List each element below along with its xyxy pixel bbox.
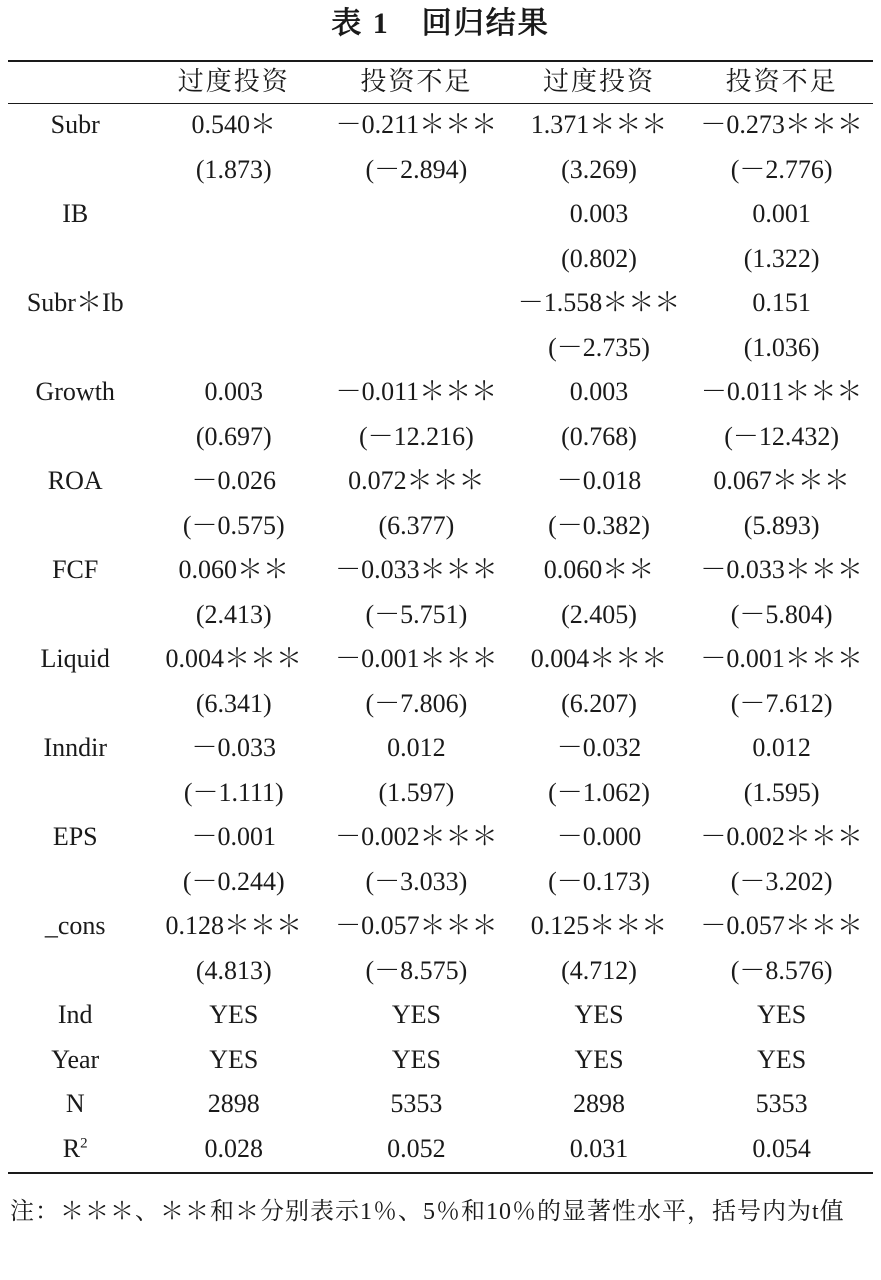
table-row — [8, 192, 873, 237]
coef-cell: 0.060＊＊ — [543, 555, 655, 584]
coef-cell: 0.060＊＊ — [178, 555, 290, 584]
tstat-cell: (－1.111) — [183, 777, 284, 807]
table-row — [8, 1082, 873, 1127]
coef-cell — [325, 281, 508, 326]
tstat-cell: (4.813) — [195, 955, 272, 985]
coef-cell: 0.012 — [752, 733, 811, 762]
coef-cell: －0.000 — [556, 822, 642, 851]
coef-cell: 0.003 — [569, 199, 629, 228]
header-cell: 过度投资 — [543, 67, 656, 96]
count-cell: 2898 — [207, 1089, 260, 1118]
header-cell: 投资不足 — [360, 67, 473, 96]
coef-cell — [142, 192, 325, 237]
row-label: Inndir — [43, 733, 107, 762]
table-title: 表 1 回归结果 — [331, 7, 550, 40]
tstat-cell: (－7.612) — [730, 688, 833, 718]
table-row — [8, 949, 873, 994]
coef-cell: 0.003 — [204, 377, 264, 406]
r-squared-superscript: 2 — [80, 1134, 88, 1151]
tstat-cell — [325, 326, 508, 371]
control-cell: YES — [209, 1044, 259, 1074]
coef-cell: －0.002＊＊＊ — [700, 822, 863, 851]
coef-cell: 0.001 — [752, 199, 811, 228]
coef-cell: －1.558＊＊＊ — [517, 288, 681, 317]
header-cell: 过度投资 — [177, 67, 290, 96]
coef-cell: －0.001＊＊＊ — [700, 644, 863, 673]
count-cell: 5353 — [755, 1089, 808, 1118]
tstat-cell: (－0.382) — [548, 510, 650, 540]
tstat-cell: (－2.894) — [365, 154, 468, 184]
tstat-cell: (0.768) — [561, 421, 637, 451]
table-row — [8, 860, 873, 905]
row-label: FCF — [52, 555, 99, 584]
header-cell: 投资不足 — [725, 67, 838, 96]
control-cell: YES — [391, 1044, 441, 1074]
control-cell: YES — [757, 1000, 807, 1029]
tstat-cell: (－8.575) — [365, 955, 468, 985]
table-row — [8, 103, 873, 148]
coef-cell: －0.011＊＊＊ — [700, 377, 863, 406]
row-label: _cons — [44, 911, 106, 940]
row-label: Subr＊Ib — [26, 288, 124, 317]
tstat-cell: (6.341) — [195, 688, 272, 718]
coef-cell: 0.128＊＊＊ — [165, 911, 303, 940]
tstat-cell — [142, 237, 325, 282]
tstat-cell: (2.405) — [561, 599, 637, 629]
row-label: ROA — [47, 466, 103, 495]
tstat-cell: (－5.751) — [365, 599, 468, 629]
table-note: 注：＊＊＊、＊＊和＊分别表示1％、5％和10％的显著性水平，括号内为t值 — [10, 1199, 845, 1225]
coef-cell: －0.032 — [556, 733, 642, 762]
tstat-cell: (1.322) — [743, 243, 820, 273]
tstat-cell: (－8.576) — [730, 955, 833, 985]
row-label: Subr — [50, 110, 100, 139]
control-cell: YES — [574, 1000, 624, 1029]
coef-cell: －0.057＊＊＊ — [700, 911, 863, 940]
tstat-cell: (－5.804) — [730, 599, 833, 629]
control-cell: YES — [209, 1000, 259, 1029]
coef-cell: 0.125＊＊＊ — [530, 911, 668, 940]
table-row — [8, 904, 873, 949]
table-row — [8, 237, 873, 282]
coef-cell: 0.540＊ — [191, 110, 277, 139]
table-row — [8, 1038, 873, 1083]
coef-cell: －0.033 — [191, 733, 277, 762]
tstat-cell: (1.595) — [743, 777, 820, 807]
coef-cell: 0.072＊＊＊ — [348, 466, 485, 495]
tstat-cell: (3.269) — [561, 154, 637, 184]
tstat-cell: (6.207) — [561, 688, 637, 718]
bottom-rule — [8, 1172, 873, 1174]
tstat-cell: (6.377) — [378, 510, 455, 540]
tstat-cell — [325, 237, 508, 282]
table-row — [8, 148, 873, 193]
coef-cell: 0.151 — [752, 288, 811, 317]
tstat-cell: (－0.173) — [548, 866, 650, 896]
row-label: Ind — [57, 1000, 93, 1029]
coef-cell: －0.211＊＊＊ — [335, 110, 498, 139]
tstat-cell: (1.036) — [743, 332, 820, 362]
tstat-cell: (－2.735) — [548, 332, 650, 362]
tstat-cell: (－2.776) — [730, 154, 833, 184]
tstat-cell: (1.597) — [378, 777, 455, 807]
table-row — [8, 726, 873, 771]
row-label: Liquid — [40, 644, 110, 673]
coef-cell: －0.018 — [556, 466, 642, 495]
row-label: N — [65, 1089, 85, 1118]
row-label — [8, 1127, 142, 1172]
coef-cell: －0.026 — [191, 466, 277, 495]
table-row — [8, 682, 873, 727]
tstat-cell: (－1.062) — [548, 777, 650, 807]
table-row — [8, 281, 873, 326]
coef-cell: 0.003 — [569, 377, 629, 406]
r-squared-label: R — [62, 1133, 81, 1163]
coef-cell — [142, 281, 325, 326]
coef-cell — [325, 192, 508, 237]
coef-cell: 0.012 — [387, 733, 446, 762]
coef-cell: 0.004＊＊＊ — [165, 644, 303, 673]
coef-cell: 0.004＊＊＊ — [530, 644, 668, 673]
table-row — [8, 815, 873, 860]
table-row — [8, 993, 873, 1038]
table-row — [8, 637, 873, 682]
row-label: IB — [62, 199, 89, 228]
tstat-cell — [142, 326, 325, 371]
control-cell: YES — [574, 1044, 624, 1074]
row-label: Year — [51, 1044, 100, 1074]
coef-cell: 0.067＊＊＊ — [713, 466, 850, 495]
table-row — [8, 548, 873, 593]
coef-cell: －0.001 — [191, 822, 277, 851]
rsq-cell: 0.054 — [752, 1133, 811, 1163]
tstat-cell: (5.893) — [743, 510, 820, 540]
header-row — [8, 61, 873, 103]
count-cell: 2898 — [573, 1089, 626, 1118]
coef-cell: －0.033＊＊＊ — [335, 555, 498, 584]
tstat-cell: (0.697) — [195, 421, 272, 451]
coef-cell: －0.001＊＊＊ — [335, 644, 498, 673]
header-cell — [8, 61, 142, 103]
rsq-cell: 0.052 — [387, 1133, 446, 1163]
coef-cell: －0.057＊＊＊ — [335, 911, 498, 940]
tstat-cell: (－3.033) — [365, 866, 468, 896]
regression-table — [8, 61, 873, 1171]
table-row — [8, 593, 873, 638]
tstat-cell: (1.873) — [195, 154, 272, 184]
control-cell: YES — [757, 1044, 807, 1074]
tstat-cell: (2.413) — [195, 599, 272, 629]
tstat-cell: (4.712) — [561, 955, 637, 985]
coef-cell: －0.033＊＊＊ — [700, 555, 863, 584]
table-row — [8, 415, 873, 460]
count-cell: 5353 — [390, 1089, 443, 1118]
table-row — [8, 504, 873, 549]
rsq-cell: 0.031 — [569, 1133, 629, 1163]
tstat-cell: (－12.432) — [724, 421, 840, 451]
row-label: EPS — [52, 822, 98, 851]
rsq-cell: 0.028 — [204, 1133, 264, 1163]
coef-cell: －0.002＊＊＊ — [335, 822, 498, 851]
row-label: Growth — [35, 377, 115, 406]
table-row — [8, 370, 873, 415]
coef-cell: －0.273＊＊＊ — [700, 110, 863, 139]
tstat-cell: (0.802) — [561, 243, 637, 273]
control-cell: YES — [391, 1000, 441, 1029]
coef-cell: 1.371＊＊＊ — [530, 110, 668, 139]
coef-cell: －0.011＊＊＊ — [335, 377, 498, 406]
tstat-cell: (－12.216) — [358, 421, 474, 451]
table-row — [8, 326, 873, 371]
tstat-cell: (－0.244) — [182, 866, 285, 896]
tstat-cell: (－3.202) — [730, 866, 833, 896]
tstat-cell: (－0.575) — [182, 510, 285, 540]
table-row — [8, 771, 873, 816]
tstat-cell: (－7.806) — [365, 688, 468, 718]
table-row — [8, 1127, 873, 1172]
table-row — [8, 459, 873, 504]
